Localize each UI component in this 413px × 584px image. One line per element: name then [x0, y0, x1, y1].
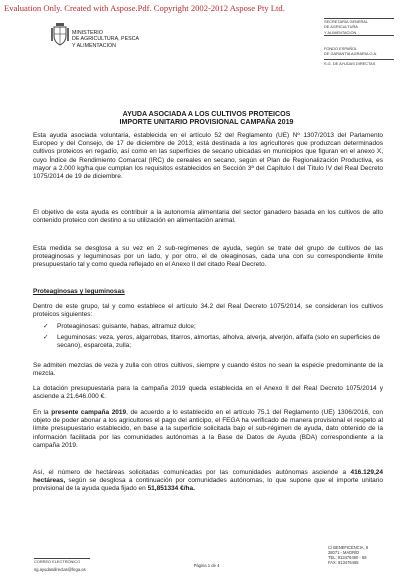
email-label: CORREO ELECTRÓNICO: [34, 559, 81, 564]
checkmark-icon: ✓: [43, 334, 49, 341]
document-subtitle: IMPORTE UNITARIO PROVISIONAL CAMPAÑA 2019: [119, 118, 294, 126]
hectares-highlight: 416.129,24 hectáreas,: [33, 469, 383, 485]
paragraph-subregimes: Esta medida se desglosa a su vez en 2 sub-regímenes de ayuda, según se trate del grupo de cultivos de las proteaginosas y leguminosas por un lado, y por otro, el de oleaginosas, cada una con su correspondiente límite presupuestario tal y como queda reflejado en el Anexo II del citado Real Decreto.: [33, 245, 383, 269]
checkmark-icon: ✓: [43, 323, 49, 330]
ministry-name: [72, 30, 139, 49]
address-line: 28071 - MADRID: [328, 550, 360, 556]
sg-line: DE AGRICULTURA: [324, 24, 358, 30]
paragraph-campaign: [33, 409, 383, 450]
paragraph-mixtures: Se admiten mezclas de veza y zulla con otros cultivos, siempre y cuando éstos no sean la especie predominante de la mezcla.: [33, 362, 383, 378]
list-item: [43, 323, 383, 331]
fega-box: [324, 46, 394, 66]
address-line: TEL: 913476460 - 68: [328, 555, 367, 561]
text-run: Así, el número de hectáreas solicitadas comunicadas por las comunidades autónomas asciende a: [33, 469, 351, 476]
document-title: AYUDA ASOCIADA A LOS CULTIVOS PROTEICOS: [122, 110, 291, 118]
address-line: C/ BENEFICENCIA, 8: [328, 545, 369, 550]
fega-line: DE GARANTIA AGRARIA O.A.: [324, 51, 378, 57]
coat-of-arms-icon: [50, 22, 70, 46]
campaign-highlight: presente campaña 2019: [51, 409, 127, 416]
page-number: Página 1 de 4: [193, 563, 220, 568]
list-item-text: Proteaginosas: guisante, habas, altramuz dulce;: [57, 323, 196, 330]
unit-amount-highlight: 51,851334 €/ha.: [147, 485, 195, 493]
paragraph-intro: Esta ayuda asociada voluntaria, establecida en el artículo 52 del Reglamento (UE) Nº 1307/2013 del Parlamento Europeo y del Consejo, de 17 de diciembre de 2013, está destinada a los agricultores que produzcan determinados cultivos proteicos en regadío, así como en las superficies de secano ubicadas en municipios que figuran en el anexo X, cuyo Índice de Rendimiento Comarcal (IRC) de cereales en secano, según el Plan de Regionalización Productiva, es mayor a 2.000 kg/ha que cumplan los requisitos establecidos en Sección 3ª del Capítulo I del Título IV del Real Decreto 1075/2014 de 19 de diciembre.: [33, 132, 383, 181]
ministry-line: DE AGRICULTURA, PESCA: [72, 36, 140, 43]
ministry-line: MINISTERIO: [72, 30, 103, 36]
paragraph-hectares: [33, 469, 383, 494]
paragraph-group: Dentro de este grupo, tal y como establece el artículo 34.2 del Real Decreto 1075/2014, se consideran los cultivos proteicos siguientes:: [33, 303, 383, 319]
sg-line: Y ALIMENTACION: [324, 29, 357, 35]
sg-line: SECRETARIA GENERAL: [324, 19, 369, 24]
address-block: [328, 545, 368, 565]
text-run: , de acuerdo a lo establecido en el artículo 75.1 del Reglamento (UE) 1306/2016, con objeto de poder abonar a los agricultores el pago del anticipo, el FEGA ha verificado de manera provisional el respeto al límite presupuestario establecido, en base a la superficie solicitada bajo el sub-régimen de ayuda, dato obtenido de la información facilitada por las comunidades autónomas a la Base de Datos de Ayuda (BDA) correspondiente a la campaña 2019.: [33, 409, 383, 449]
paragraph-objective: El objetivo de esta ayuda es contribuir a la autonomía alimentaria del sector ganadero basada en los cultivos de alto contenido proteico con destino a su utilización en alimentación animal.: [33, 209, 383, 225]
list-item-text: Leguminosas: veza, yeros, algarrobas, titarros, almortas, alholva, alverja, alverjón, alfalfa (solo en superficies de secano), esparceta, zulla;: [57, 334, 380, 350]
text-run: según se desglosa a continuación por comunidades autónomas, lo que supone que el importe unitario provisional de la ayuda queda fijado en: [33, 477, 383, 493]
address-line: FAX: 913476465: [328, 560, 359, 566]
text-run: En la: [33, 409, 52, 416]
fega-unit: S.G. DE AYUDAS DIRECTAS: [324, 59, 394, 66]
list-item: [43, 334, 383, 350]
section-heading: Proteaginosas y leguminosas: [33, 288, 125, 295]
paragraph-budget: La dotación presupuestaria para la campaña 2019 queda establecida en el Anexo II del Real Decreto 1075/2014 y asciende a 21.646.000 €.: [33, 385, 383, 401]
email-link[interactable]: sg.ayudasdirectas@fega.es: [34, 567, 86, 572]
evaluation-watermark: Evaluation Only. Created with Aspose.Pdf. Copyright 2002-2012 Aspose Pty Ltd.: [4, 3, 285, 13]
fega-line: FONDO ESPAÑOL: [324, 46, 358, 51]
secretaria-general-box: [324, 18, 394, 36]
ministry-line: Y ALIMENTACION: [72, 42, 116, 49]
